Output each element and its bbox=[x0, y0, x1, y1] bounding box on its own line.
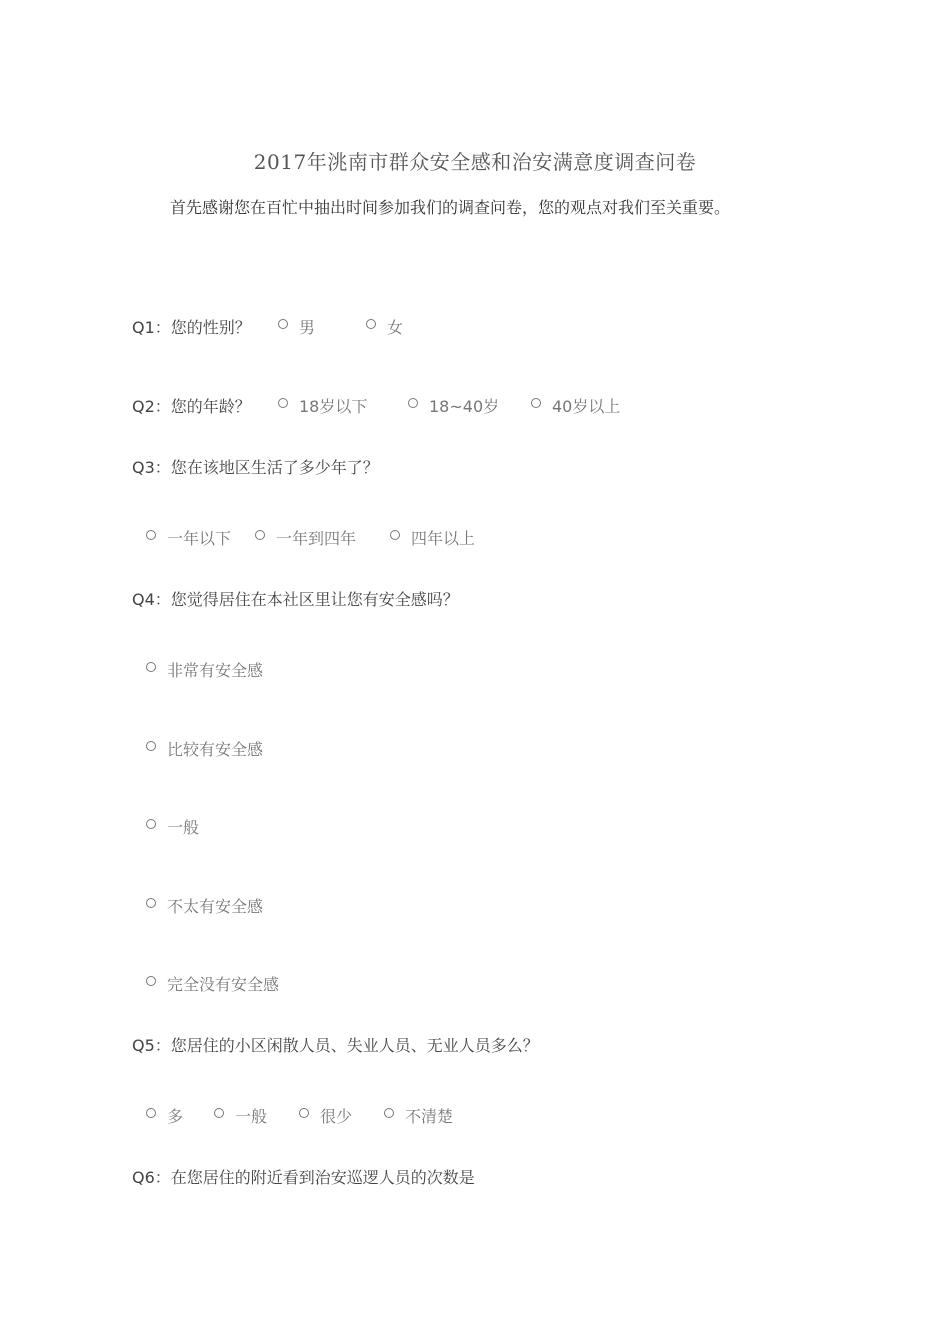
radio-icon[interactable] bbox=[255, 530, 265, 540]
option-label: 一般 bbox=[235, 1107, 268, 1126]
radio-icon[interactable] bbox=[531, 398, 541, 408]
question-q5: Q5：您居住的小区闲散人员、失业人员、无业人员多么？ bbox=[132, 1036, 539, 1055]
option-q2-over40[interactable] bbox=[531, 394, 620, 417]
option-q5-unclear[interactable] bbox=[384, 1104, 453, 1127]
option-label: 很少 bbox=[320, 1107, 353, 1126]
option-q4-not-very-safe[interactable] bbox=[146, 894, 263, 917]
option-label: 女 bbox=[387, 318, 404, 337]
option-q5-few[interactable] bbox=[299, 1104, 352, 1127]
option-label: 比较有安全感 bbox=[167, 740, 264, 759]
option-q5-average[interactable] bbox=[214, 1104, 267, 1127]
option-q3-under1[interactable] bbox=[146, 526, 231, 549]
radio-icon[interactable] bbox=[278, 319, 288, 329]
option-q3-over4[interactable] bbox=[390, 526, 475, 549]
radio-icon[interactable] bbox=[214, 1108, 224, 1118]
option-q4-not-safe[interactable] bbox=[146, 972, 279, 995]
question-q3: Q3：您在该地区生活了多少年了？ bbox=[132, 458, 379, 477]
radio-icon[interactable] bbox=[390, 530, 400, 540]
radio-icon[interactable] bbox=[146, 662, 156, 672]
option-label: 一般 bbox=[167, 818, 200, 837]
option-q2-under18[interactable] bbox=[278, 394, 367, 417]
radio-icon[interactable] bbox=[146, 741, 156, 751]
option-label: 男 bbox=[299, 318, 316, 337]
option-q4-average[interactable] bbox=[146, 815, 199, 838]
radio-icon[interactable] bbox=[146, 530, 156, 540]
radio-icon[interactable] bbox=[146, 819, 156, 829]
option-q1-female[interactable] bbox=[366, 315, 403, 338]
radio-icon[interactable] bbox=[299, 1108, 309, 1118]
option-label: 一年以下 bbox=[167, 529, 232, 548]
option-q5-many[interactable] bbox=[146, 1104, 183, 1127]
radio-icon[interactable] bbox=[146, 898, 156, 908]
option-label: 18岁以下 bbox=[299, 397, 368, 416]
option-label: 一年到四年 bbox=[276, 529, 357, 548]
document-title: 2017年洮南市群众安全感和治安满意度调查问卷 bbox=[253, 150, 697, 174]
option-label: 不清楚 bbox=[405, 1107, 454, 1126]
radio-icon[interactable] bbox=[278, 398, 288, 408]
intro-text: 首先感谢您在百忙中抽出时间参加我们的调查问卷，您的观点对我们至关重要。 bbox=[169, 198, 730, 217]
question-q4: Q4：您觉得居住在本社区里让您有安全感吗？ bbox=[132, 590, 459, 609]
option-q3-1to4[interactable] bbox=[255, 526, 356, 549]
option-q2-18to40[interactable] bbox=[408, 394, 499, 417]
option-label: 不太有安全感 bbox=[167, 897, 264, 916]
option-label: 完全没有安全感 bbox=[167, 975, 280, 994]
radio-icon[interactable] bbox=[384, 1108, 394, 1118]
option-label: 18~40岁 bbox=[429, 397, 500, 416]
option-q4-fairly-safe[interactable] bbox=[146, 737, 263, 760]
radio-icon[interactable] bbox=[146, 976, 156, 986]
question-q1: Q1：您的性别？ bbox=[132, 318, 251, 337]
question-q6: Q6：在您居住的附近看到治安巡逻人员的次数是 bbox=[132, 1168, 475, 1187]
question-q2: Q2：您的年龄？ bbox=[132, 397, 251, 416]
option-q4-very-safe[interactable] bbox=[146, 658, 263, 681]
option-label: 非常有安全感 bbox=[167, 661, 264, 680]
option-label: 四年以上 bbox=[411, 529, 476, 548]
radio-icon[interactable] bbox=[146, 1108, 156, 1118]
option-label: 多 bbox=[167, 1107, 184, 1126]
option-q1-male[interactable] bbox=[278, 315, 315, 338]
radio-icon[interactable] bbox=[408, 398, 418, 408]
radio-icon[interactable] bbox=[366, 319, 376, 329]
option-label: 40岁以上 bbox=[552, 397, 621, 416]
